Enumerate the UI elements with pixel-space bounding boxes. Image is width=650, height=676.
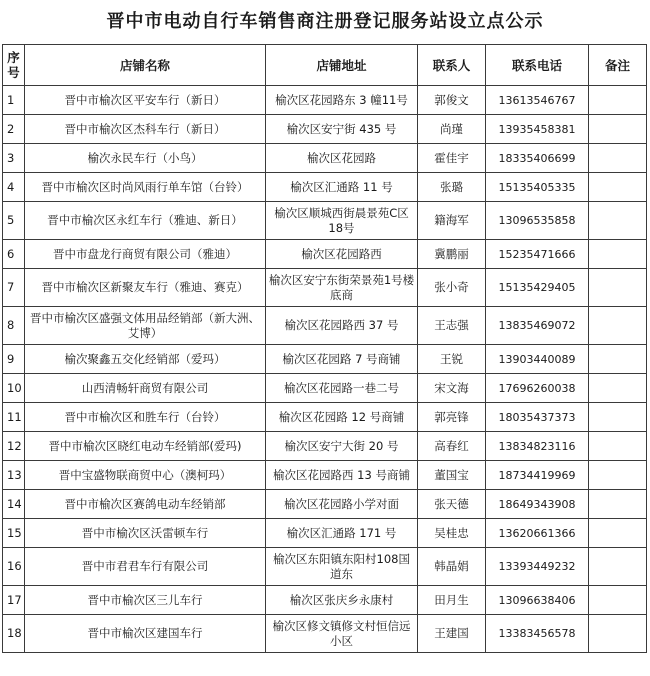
table-row: [3, 586, 647, 615]
row-number: 9: [3, 345, 25, 374]
table-row: [3, 269, 647, 307]
contact-person: 冀鹏丽: [418, 240, 486, 269]
contact-phone: 18734419969: [486, 461, 589, 490]
remark: [589, 615, 647, 653]
shop-address: 榆次区花园路小学对面: [266, 490, 418, 519]
shop-address: 榆次区花园路西 13 号商铺: [266, 461, 418, 490]
table-row: [3, 403, 647, 432]
table-row: [3, 115, 647, 144]
remark: [589, 86, 647, 115]
contact-phone: 18035437373: [486, 403, 589, 432]
table-row: [3, 432, 647, 461]
shop-address: 榆次区顺城西街晨景苑C区18号: [266, 202, 418, 240]
shop-name: 晋中市榆次区三儿车行: [25, 586, 266, 615]
contact-person: 张天德: [418, 490, 486, 519]
contact-phone: 18335406699: [486, 144, 589, 173]
remark: [589, 461, 647, 490]
registration-table: [2, 44, 647, 653]
table-row: [3, 519, 647, 548]
row-number: 3: [3, 144, 25, 173]
table-row: [3, 144, 647, 173]
shop-name: 晋中市榆次区沃雷顿车行: [25, 519, 266, 548]
shop-address: 榆次区张庆乡永康村: [266, 586, 418, 615]
row-number: 4: [3, 173, 25, 202]
table-header-row: [3, 45, 647, 86]
shop-name: 晋中市榆次区平安车行（新日）: [25, 86, 266, 115]
remark: [589, 403, 647, 432]
table-row: [3, 374, 647, 403]
row-number: 17: [3, 586, 25, 615]
shop-address: 榆次区花园路西 37 号: [266, 307, 418, 345]
header-no: 序号: [3, 45, 25, 86]
contact-phone: 13383456578: [486, 615, 589, 653]
shop-address: 榆次区花园路一巷二号: [266, 374, 418, 403]
shop-address: 榆次区安宁东街荣景苑1号楼底商: [266, 269, 418, 307]
contact-phone: 13935458381: [486, 115, 589, 144]
table-row: [3, 202, 647, 240]
row-number: 14: [3, 490, 25, 519]
contact-person: 王建国: [418, 615, 486, 653]
shop-name: 榆次聚鑫五交化经销部（爱玛）: [25, 345, 266, 374]
contact-phone: 13835469072: [486, 307, 589, 345]
table-row: [3, 240, 647, 269]
header-contact: 联系人: [418, 45, 486, 86]
contact-phone: 17696260038: [486, 374, 589, 403]
remark: [589, 307, 647, 345]
shop-address: 榆次区汇通路 11 号: [266, 173, 418, 202]
contact-person: 霍佳宇: [418, 144, 486, 173]
remark: [589, 240, 647, 269]
contact-phone: 13096638406: [486, 586, 589, 615]
row-number: 6: [3, 240, 25, 269]
remark: [589, 548, 647, 586]
table-row: [3, 86, 647, 115]
remark: [589, 115, 647, 144]
shop-address: 榆次区花园路 12 号商铺: [266, 403, 418, 432]
row-number: 1: [3, 86, 25, 115]
shop-address: 榆次区花园路 7 号商铺: [266, 345, 418, 374]
shop-address: 榆次区汇通路 171 号: [266, 519, 418, 548]
page-title: 晋中市电动自行车销售商注册登记服务站设立点公示: [106, 11, 544, 32]
shop-address: 榆次区安宁大街 20 号: [266, 432, 418, 461]
table-row: [3, 548, 647, 586]
shop-name: 晋中市榆次区永红车行（雅迪、新日）: [25, 202, 266, 240]
contact-person: 吴桂忠: [418, 519, 486, 548]
contact-phone: 13903440089: [486, 345, 589, 374]
header-phone: 联系电话: [486, 45, 589, 86]
contact-phone: 15135405335: [486, 173, 589, 202]
shop-name: 晋中市榆次区和胜车行（台铃）: [25, 403, 266, 432]
contact-phone: 13620661366: [486, 519, 589, 548]
table-row: [3, 490, 647, 519]
shop-name: 晋中市榆次区时尚风雨行单车馆（台铃）: [25, 173, 266, 202]
row-number: 13: [3, 461, 25, 490]
contact-person: 王志强: [418, 307, 486, 345]
row-number: 16: [3, 548, 25, 586]
contact-person: 田月生: [418, 586, 486, 615]
shop-name: 晋中市榆次区新聚友车行（雅迪、赛克）: [25, 269, 266, 307]
shop-name: 山西清畅轩商贸有限公司: [25, 374, 266, 403]
contact-phone: 13096535858: [486, 202, 589, 240]
table-row: [3, 307, 647, 345]
shop-address: 榆次区花园路西: [266, 240, 418, 269]
contact-person: 张小奇: [418, 269, 486, 307]
shop-address: 榆次区花园路: [266, 144, 418, 173]
contact-phone: 18649343908: [486, 490, 589, 519]
shop-name: 晋中宝盛物联商贸中心（澳柯玛）: [25, 461, 266, 490]
table-row: [3, 345, 647, 374]
row-number: 8: [3, 307, 25, 345]
contact-person: 高春红: [418, 432, 486, 461]
row-number: 15: [3, 519, 25, 548]
contact-person: 韩晶娟: [418, 548, 486, 586]
contact-person: 宋文海: [418, 374, 486, 403]
table-row: [3, 173, 647, 202]
row-number: 18: [3, 615, 25, 653]
header-name: 店铺名称: [25, 45, 266, 86]
contact-phone: 15235471666: [486, 240, 589, 269]
contact-person: 董国宝: [418, 461, 486, 490]
table-row: [3, 615, 647, 653]
remark: [589, 490, 647, 519]
remark: [589, 144, 647, 173]
row-number: 5: [3, 202, 25, 240]
contact-person: 郭亮锋: [418, 403, 486, 432]
contact-person: 尚瑾: [418, 115, 486, 144]
remark: [589, 586, 647, 615]
shop-name: 晋中市盘龙行商贸有限公司（雅迪）: [25, 240, 266, 269]
contact-phone: 13834823116: [486, 432, 589, 461]
row-number: 10: [3, 374, 25, 403]
shop-name: 晋中市榆次区杰科车行（新日）: [25, 115, 266, 144]
shop-address: 榆次区东阳镇东阳村108国道东: [266, 548, 418, 586]
row-number: 11: [3, 403, 25, 432]
shop-name: 晋中市榆次区赛鸽电动车经销部: [25, 490, 266, 519]
shop-address: 榆次区修文镇修文村恒信远小区: [266, 615, 418, 653]
contact-person: 张璐: [418, 173, 486, 202]
shop-name: 晋中市君君车行有限公司: [25, 548, 266, 586]
remark: [589, 432, 647, 461]
row-number: 12: [3, 432, 25, 461]
remark: [589, 202, 647, 240]
header-remark: 备注: [589, 45, 647, 86]
shop-name: 晋中市榆次区建国车行: [25, 615, 266, 653]
shop-name: 晋中市榆次区盛强文体用品经销部（新大洲、艾博）: [25, 307, 266, 345]
remark: [589, 173, 647, 202]
header-address: 店铺地址: [266, 45, 418, 86]
contact-phone: 15135429405: [486, 269, 589, 307]
row-number: 7: [3, 269, 25, 307]
shop-address: 榆次区花园路东 3 幢11号: [266, 86, 418, 115]
contact-person: 王锐: [418, 345, 486, 374]
remark: [589, 345, 647, 374]
shop-name: 榆次永民车行（小鸟）: [25, 144, 266, 173]
row-number: 2: [3, 115, 25, 144]
table-row: [3, 461, 647, 490]
remark: [589, 269, 647, 307]
contact-phone: 13393449232: [486, 548, 589, 586]
remark: [589, 374, 647, 403]
remark: [589, 519, 647, 548]
contact-phone: 13613546767: [486, 86, 589, 115]
contact-person: 籍海军: [418, 202, 486, 240]
shop-name: 晋中市榆次区晓红电动车经销部(爱玛): [25, 432, 266, 461]
contact-person: 郭俊文: [418, 86, 486, 115]
shop-address: 榆次区安宁街 435 号: [266, 115, 418, 144]
